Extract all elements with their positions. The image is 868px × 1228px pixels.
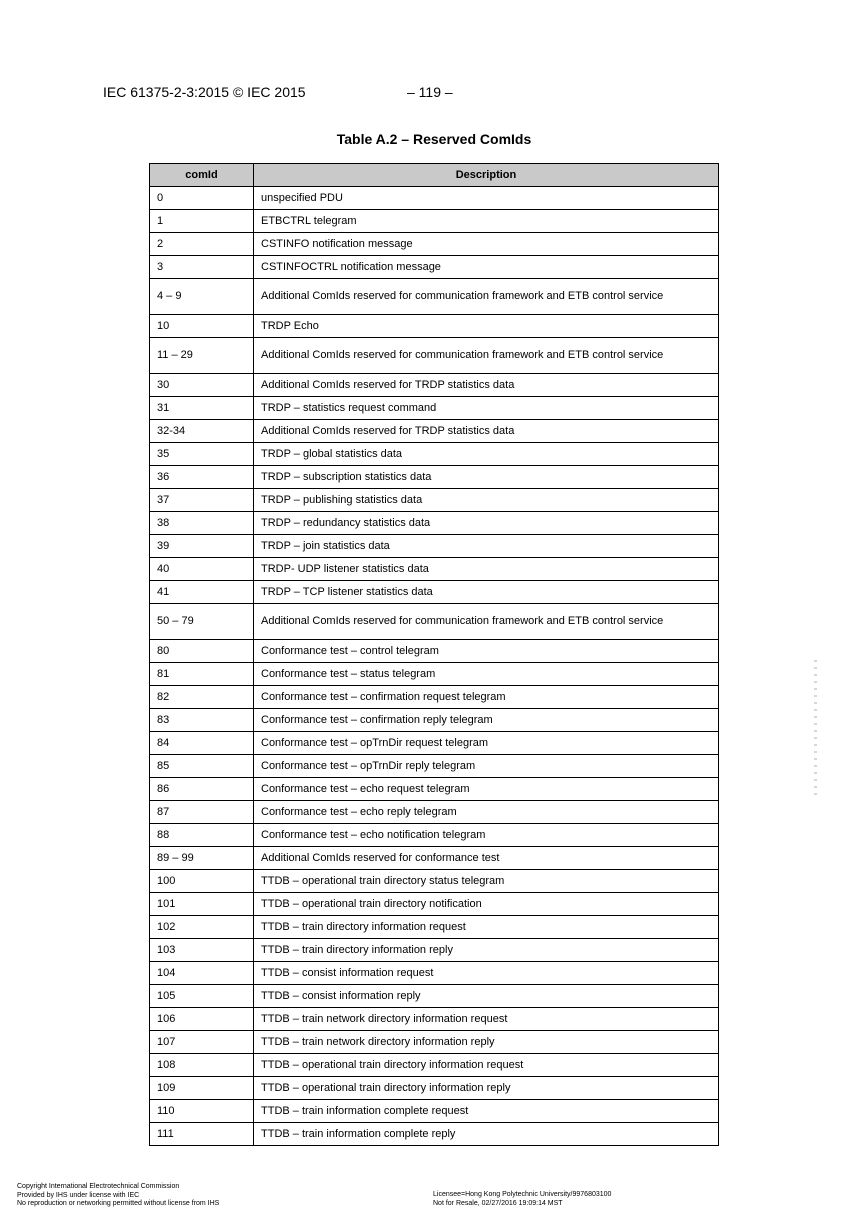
comid-cell: 81 [150, 663, 254, 686]
table-row [150, 1054, 719, 1077]
table-row [150, 535, 719, 558]
comid-cell: 2 [150, 233, 254, 256]
table-row [150, 663, 719, 686]
comid-cell: 36 [150, 466, 254, 489]
comid-cell: 101 [150, 893, 254, 916]
description-cell: TRDP – join statistics data [254, 535, 719, 558]
table-row [150, 985, 719, 1008]
description-cell: Additional ComIds reserved for conformance test [254, 847, 719, 870]
table-row [150, 1008, 719, 1031]
table-row [150, 824, 719, 847]
comid-cell: 100 [150, 870, 254, 893]
description-cell: TTDB – operational train directory information reply [254, 1077, 719, 1100]
side-watermark-mark [814, 660, 817, 795]
comid-cell: 4 – 9 [150, 279, 254, 315]
comid-cell: 83 [150, 709, 254, 732]
table-row [150, 962, 719, 985]
table-row [150, 870, 719, 893]
table-body [150, 187, 719, 1146]
description-cell: TRDP – subscription statistics data [254, 466, 719, 489]
reserved-comids-table [149, 163, 719, 1146]
comid-cell: 89 – 99 [150, 847, 254, 870]
comid-cell: 103 [150, 939, 254, 962]
table-row [150, 210, 719, 233]
comid-cell: 84 [150, 732, 254, 755]
table-row [150, 420, 719, 443]
description-cell: Conformance test – opTrnDir request telegram [254, 732, 719, 755]
column-header-description: Description [254, 164, 719, 187]
comid-cell: 82 [150, 686, 254, 709]
description-cell: TTDB – train directory information request [254, 916, 719, 939]
footer-line: Licensee=Hong Kong Polytechnic University/9976803100 [433, 1191, 612, 1198]
comid-cell: 10 [150, 315, 254, 338]
table-row [150, 1077, 719, 1100]
description-cell: TTDB – consist information reply [254, 985, 719, 1008]
footer-line: No reproduction or networking permitted without license from IHS [17, 1200, 220, 1207]
comid-cell: 80 [150, 640, 254, 663]
comid-cell: 37 [150, 489, 254, 512]
table-row [150, 755, 719, 778]
description-cell: TRDP – publishing statistics data [254, 489, 719, 512]
description-cell: TTDB – train network directory information reply [254, 1031, 719, 1054]
table-row [150, 581, 719, 604]
comid-cell: 104 [150, 962, 254, 985]
description-cell: ETBCTRL telegram [254, 210, 719, 233]
table-row [150, 939, 719, 962]
description-cell: Conformance test – echo reply telegram [254, 801, 719, 824]
comid-cell: 11 – 29 [150, 338, 254, 374]
description-cell: unspecified PDU [254, 187, 719, 210]
page-header [103, 84, 453, 100]
footer-copyright [17, 1183, 219, 1209]
description-cell: CSTINFO notification message [254, 233, 719, 256]
table-row [150, 512, 719, 535]
table-row [150, 801, 719, 824]
description-cell: TRDP – global statistics data [254, 443, 719, 466]
comid-cell: 102 [150, 916, 254, 939]
description-cell: Conformance test – confirmation reply telegram [254, 709, 719, 732]
table-row [150, 374, 719, 397]
comid-cell: 86 [150, 778, 254, 801]
table-row [150, 187, 719, 210]
description-cell: TTDB – operational train directory information request [254, 1054, 719, 1077]
comid-cell: 107 [150, 1031, 254, 1054]
description-cell: TTDB – train directory information reply [254, 939, 719, 962]
description-cell: TTDB – consist information request [254, 962, 719, 985]
description-cell: TRDP – redundancy statistics data [254, 512, 719, 535]
table-header-row [150, 164, 719, 187]
comid-cell: 111 [150, 1123, 254, 1146]
table-row [150, 604, 719, 640]
table-title: Table A.2 – Reserved ComIds [336, 131, 532, 147]
description-cell: TRDP – TCP listener statistics data [254, 581, 719, 604]
comid-cell: 0 [150, 187, 254, 210]
table-row [150, 443, 719, 466]
footer-license [433, 1191, 611, 1208]
table-row [150, 1031, 719, 1054]
description-cell: TRDP- UDP listener statistics data [254, 558, 719, 581]
table-row [150, 847, 719, 870]
table-row [150, 233, 719, 256]
description-cell: Conformance test – control telegram [254, 640, 719, 663]
description-cell: Additional ComIds reserved for communication framework and ETB control service [254, 279, 719, 315]
table-row [150, 315, 719, 338]
comid-cell: 1 [150, 210, 254, 233]
description-cell: Additional ComIds reserved for communication framework and ETB control service [254, 604, 719, 640]
comid-cell: 40 [150, 558, 254, 581]
description-cell: TRDP – statistics request command [254, 397, 719, 420]
comid-cell: 32-34 [150, 420, 254, 443]
comid-cell: 85 [150, 755, 254, 778]
description-cell: Conformance test – status telegram [254, 663, 719, 686]
document-id: IEC 61375-2-3:2015 © IEC 2015 [103, 84, 306, 100]
table-row [150, 279, 719, 315]
table-row [150, 397, 719, 420]
description-cell: Conformance test – echo notification telegram [254, 824, 719, 847]
footer-line: Provided by IHS under license with IEC [17, 1191, 140, 1199]
page-number: – 119 – [407, 84, 453, 100]
table-row [150, 256, 719, 279]
comid-cell: 35 [150, 443, 254, 466]
comid-cell: 31 [150, 397, 254, 420]
table-row [150, 709, 719, 732]
description-cell: TTDB – train information complete request [254, 1100, 719, 1123]
footer-line: Copyright International Electrotechnical Commission [17, 1183, 180, 1190]
table-row [150, 489, 719, 512]
comid-cell: 108 [150, 1054, 254, 1077]
comid-cell: 87 [150, 801, 254, 824]
description-cell: TTDB – operational train directory status telegram [254, 870, 719, 893]
comid-cell: 109 [150, 1077, 254, 1100]
footer-line: Not for Resale, 02/27/2016 19:09:14 MST [433, 1199, 563, 1207]
description-cell: Additional ComIds reserved for TRDP statistics data [254, 420, 719, 443]
comid-cell: 110 [150, 1100, 254, 1123]
description-cell: Conformance test – confirmation request telegram [254, 686, 719, 709]
comid-cell: 105 [150, 985, 254, 1008]
table-row [150, 686, 719, 709]
table-row [150, 893, 719, 916]
description-cell: Conformance test – echo request telegram [254, 778, 719, 801]
description-cell: Additional ComIds reserved for TRDP statistics data [254, 374, 719, 397]
table-row [150, 558, 719, 581]
comid-cell: 88 [150, 824, 254, 847]
comid-cell: 3 [150, 256, 254, 279]
comid-cell: 30 [150, 374, 254, 397]
description-cell: TTDB – train information complete reply [254, 1123, 719, 1146]
comid-cell: 41 [150, 581, 254, 604]
table-row [150, 732, 719, 755]
description-cell: Conformance test – opTrnDir reply telegram [254, 755, 719, 778]
description-cell: TRDP Echo [254, 315, 719, 338]
comid-cell: 39 [150, 535, 254, 558]
comid-cell: 50 – 79 [150, 604, 254, 640]
table-row [150, 338, 719, 374]
description-cell: TTDB – operational train directory notification [254, 893, 719, 916]
description-cell: TTDB – train network directory information request [254, 1008, 719, 1031]
table-row [150, 916, 719, 939]
comid-cell: 38 [150, 512, 254, 535]
table-row [150, 1123, 719, 1146]
description-cell: CSTINFOCTRL notification message [254, 256, 719, 279]
comid-cell: 106 [150, 1008, 254, 1031]
column-header-comid: comId [150, 164, 254, 187]
description-cell: Additional ComIds reserved for communication framework and ETB control service [254, 338, 719, 374]
table-row [150, 466, 719, 489]
table-row [150, 640, 719, 663]
table-row [150, 1100, 719, 1123]
table-row [150, 778, 719, 801]
